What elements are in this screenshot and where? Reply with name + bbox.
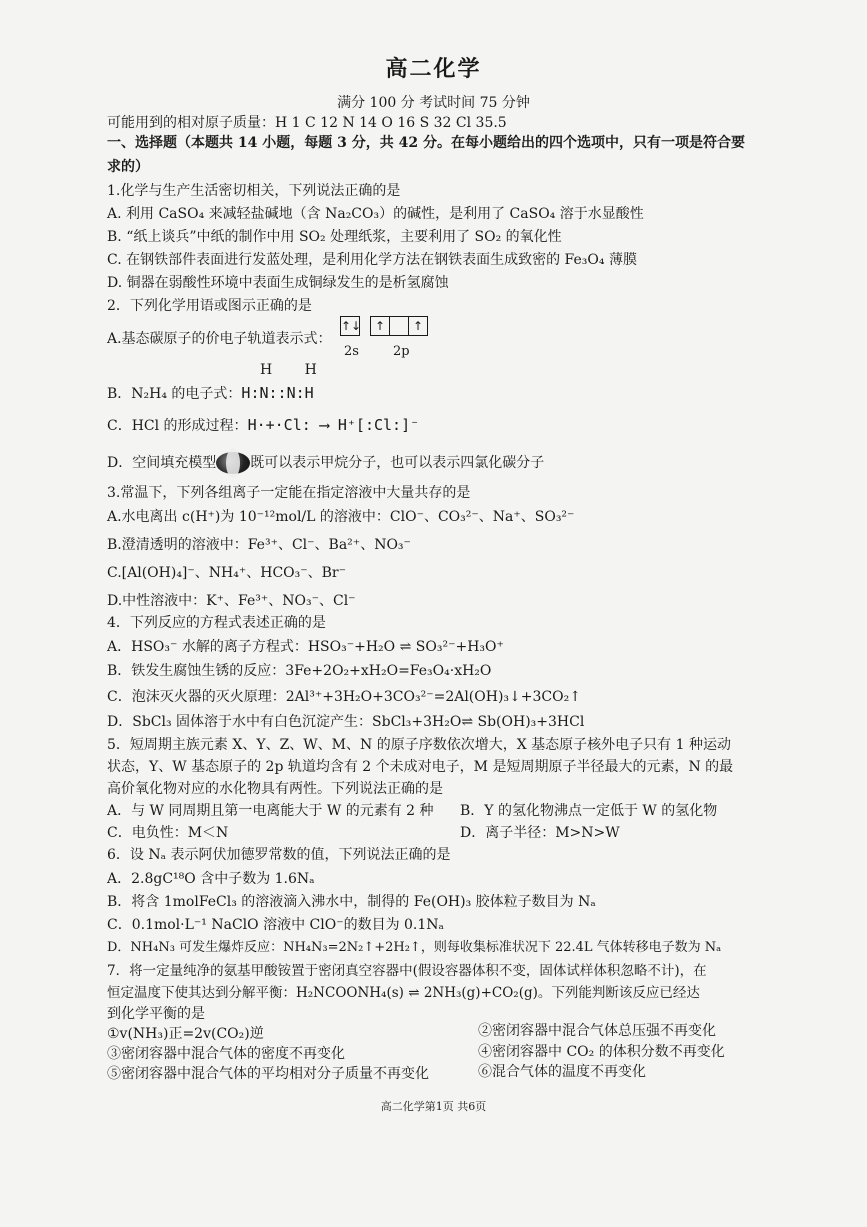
q4-option-c: C．泡沫灭火器的灭火原理：2Al³⁺+3H₂O+3CO₃²⁻=2Al(OH)₃↓+3CO₂↑ — [107, 689, 581, 705]
orbital-box — [390, 317, 409, 335]
orbital-2p — [370, 316, 428, 336]
q1-option-c: C. 在钢铁部件表面进行发蓝处理，是利用化学方法在钢铁表面生成致密的 Fe₃O₄ 薄膜 — [107, 252, 637, 268]
label-2s: 2s — [344, 344, 359, 359]
q3-option-d: D.中性溶液中：K⁺、Fe³⁺、NO₃⁻、Cl⁻ — [107, 593, 356, 609]
q6-option-d: D．NH₄N₃ 可发生爆炸反应：NH₄N₃=2N₂↑+2H₂↑，则每收集标准状况下 22.4L 气体转移电子数为 Nₐ — [107, 940, 722, 955]
q1-option-d: D. 铜器在弱酸性环境中表面生成铜绿发生的是析氢腐蚀 — [107, 275, 449, 291]
q7-statement-5: ⑤密闭容器中混合气体的平均相对分子质量不再变化 — [107, 1066, 429, 1082]
exam-info: 满分 100 分 考试时间 75 分钟 — [337, 95, 530, 111]
q5-option-b: B．Y 的氢化物沸点一定低于 W 的氢化物 — [460, 803, 718, 819]
q3-option-a: A.水电离出 c(H⁺)为 10⁻¹²mol/L 的溶液中：ClO⁻、CO₃²⁻、Na⁺、SO₃²⁻ — [107, 509, 575, 525]
orbital-box: ↑ — [412, 319, 424, 333]
q6-option-a: A．2.8gC¹⁸O 含中子数为 1.6Nₐ — [107, 871, 315, 887]
q2-option-c — [107, 416, 419, 435]
q7-statement-3: ③密闭容器中混合气体的密度不再变化 — [107, 1046, 345, 1062]
q6-option-b: B．将含 1molFeCl₃ 的溶液滴入沸水中，制得的 Fe(OH)₃ 胶体粒子数目为 Nₐ — [107, 894, 596, 910]
q7-statement-4: ④密闭容器中 CO₂ 的体积分数不再变化 — [478, 1044, 725, 1060]
q6-stem: 6．设 Nₐ 表示阿伏加德罗常数的值，下列说法正确的是 — [107, 847, 451, 863]
q4-option-d: D．SbCl₃ 固体溶于水中有白色沉淀产生：SbCl₃+3H₂O⇌ Sb(OH)₃+3HCl — [107, 714, 585, 730]
orbital-2s — [340, 316, 360, 336]
orbital-diagram — [340, 316, 428, 336]
q5-option-c: C．电负性：M＜N — [107, 825, 229, 841]
section-heading-cont: 求的） — [107, 159, 149, 175]
label-2p: 2p — [393, 344, 410, 359]
q2-option-b — [107, 384, 314, 403]
q7-stem-cont: 恒定温度下使其达到分解平衡：H₂NCOONH₄(s) ⇌ 2NH₃(g)+CO₂(g)。下列能判断该反应已经达 — [107, 985, 700, 1001]
q4-stem: 4．下列反应的方程式表述正确的是 — [107, 615, 326, 631]
orbital-box: ↑ — [371, 317, 390, 335]
q7-statement-2: ②密闭容器中混合气体总压强不再变化 — [478, 1023, 716, 1039]
q5-stem-cont: 高价氧化物对应的水化物具有两性。下列说法正确的是 — [107, 781, 443, 797]
q3-option-c: C.[Al(OH)₄]⁻、NH₄⁺、HCO₃⁻、Br⁻ — [107, 565, 347, 581]
q4-option-b: B．铁发生腐蚀生锈的反应：3Fe+2O₂+xH₂O=Fe₃O₄·xH₂O — [107, 663, 492, 679]
q1-option-b: B. “纸上谈兵”中纸的制作中用 SO₂ 处理纸浆，主要利用了 SO₂ 的氧化性 — [107, 229, 562, 245]
q5-stem-cont: 状态，Y、W 基态原子的 2p 轨道均含有 2 个未成对电子，M 是短周期原子半径最大的元素，N 的最 — [107, 759, 734, 775]
hcl-formation-formula: H·+·Cl: ⟶ H⁺[:Cl:]⁻ — [247, 416, 420, 434]
q2-stem: 2．下列化学用语或图示正确的是 — [107, 298, 312, 314]
q7-statement-6: ⑥混合气体的温度不再变化 — [478, 1064, 646, 1080]
q4-option-a: A．HSO₃⁻ 水解的离子方程式：HSO₃⁻+H₂O ⇌ SO₃²⁻+H₃O⁺ — [107, 639, 504, 655]
q1-stem: 1.化学与生产生活密切相关，下列说法正确的是 — [107, 183, 401, 199]
q2-option-c-label: C．HCl 的形成过程： — [107, 418, 248, 434]
q5-stem: 5．短周期主族元素 X、Y、Z、W、M、N 的原子序数依次增大，X 基态原子核外电子只有 1 种运动 — [107, 737, 731, 753]
page-title: 高二化学 — [385, 56, 482, 82]
space-filling-model-icon — [216, 452, 250, 474]
q2-option-a: A.基态碳原子的价电子轨道表示式： — [107, 331, 332, 347]
q2-option-d — [107, 452, 544, 474]
q2-option-d-label: D．空间填充模型 — [107, 455, 217, 471]
q3-stem: 3.常温下，下列各组离子一定能在指定溶液中大量共存的是 — [107, 485, 471, 501]
n2h4-electron-formula: H:N::N:H — [241, 384, 314, 402]
orbital-box: ↑↓ — [341, 319, 362, 333]
q7-statement-1: ①v(NH₃)正=2v(CO₂)逆 — [107, 1026, 264, 1042]
q1-option-a: A. 利用 CaSO₄ 来减轻盐碱地（含 Na₂CO₃）的碱性，是利用了 CaSO₄ 溶于水显酸性 — [107, 206, 644, 222]
atomic-mass-line: 可能用到的相对原子质量：H 1 C 12 N 14 O 16 S 32 Cl 35.5 — [107, 115, 507, 131]
page-footer: 高二化学第1页 共6页 — [380, 1100, 487, 1113]
section-heading: 一、选择题（本题共 14 小题，每题 3 分，共 42 分。在每小题给出的四个选项中，只有一项是符合要 — [107, 135, 745, 151]
q6-option-c: C．0.1mol·L⁻¹ NaClO 溶液中 ClO⁻的数目为 0.1Nₐ — [107, 917, 444, 933]
q5-option-d: D．离子半径：M>N>W — [460, 825, 620, 841]
q7-stem-cont: 到化学平衡的是 — [107, 1006, 205, 1022]
q2-option-d-text: 既可以表示甲烷分子，也可以表示四氯化碳分子 — [250, 455, 545, 471]
q2-option-b-label: B．N₂H₄ 的电子式： — [107, 386, 242, 402]
q3-option-b: B.澄清透明的溶液中：Fe³⁺、Cl⁻、Ba²⁺、NO₃⁻ — [107, 537, 411, 553]
q5-option-a: A．与 W 同周期且第一电离能大于 W 的元素有 2 种 — [107, 803, 434, 819]
n2h4-hydrogens: H H — [260, 362, 331, 378]
q7-stem: 7．将一定量纯净的氨基甲酸铵置于密闭真空容器中(假设容器体积不变，固体试样体积忽略不计)，在 — [107, 963, 707, 979]
